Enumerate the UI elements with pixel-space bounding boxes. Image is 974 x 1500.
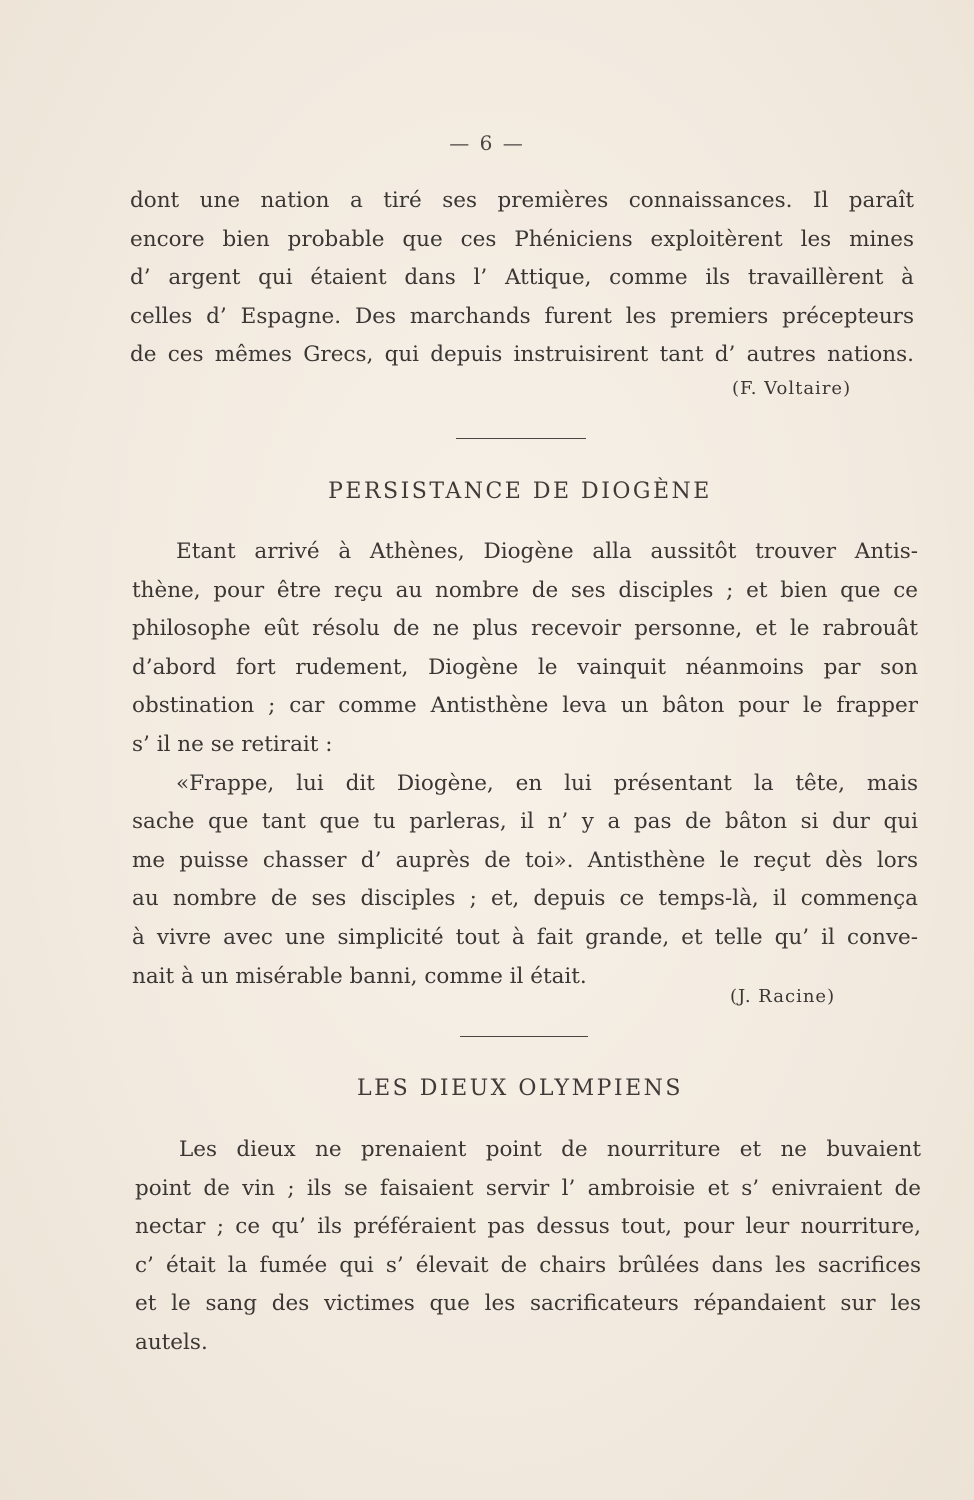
paragraph-line: point de vin ; ils se faisaient servir l’ ambroisie et s’ enivraient de: [135, 1175, 921, 1201]
paragraph-line: nectar ; ce qu’ ils préféraient pas dessus tout, pour leur nourriture,: [135, 1214, 921, 1240]
paragraph-line: c’ était la fumée qui s’ élevait de chairs brûlées dans les sacrifices: [135, 1252, 921, 1278]
paragraph-line: me puisse chasser d’ auprès de toi». Antisthène le reçut dès lors: [132, 847, 918, 873]
paragraph-line: au nombre de ses disciples ; et, depuis ce temps-là, il commença: [132, 886, 918, 912]
paragraph-line: sache que tant que tu parleras, il n’ y a pas de bâton si dur qui: [132, 809, 918, 835]
paragraph-line: celles d’ Espagne. Des marchands furent les premiers précepteurs: [130, 303, 914, 329]
paragraph-line: s’ il ne se retirait :: [132, 731, 333, 757]
paragraph-line: obstination ; car comme Antisthène leva un bâton pour le frapper: [132, 693, 918, 719]
olympiens-paragraph: [135, 1131, 921, 1363]
paragraph-line: d’abord fort rudement, Diogène le vainquit néanmoins par son: [132, 654, 918, 680]
paragraph-line: thène, pour être reçu au nombre de ses disciples ; et bien que ce: [132, 577, 918, 603]
paragraph-line: «Frappe, lui dit Diogène, en lui présentant la tête, mais: [176, 770, 918, 796]
section-divider: [460, 1036, 588, 1037]
section-title-olympiens: LES DIEUX OLYMPIENS: [357, 1076, 683, 1101]
paragraph-line: Les dieux ne prenaient point de nourriture et ne buvaient: [179, 1137, 921, 1162]
page-number: — 6 —: [449, 131, 525, 155]
voltaire-paragraph: [130, 182, 914, 375]
attribution-racine: (J. Racine): [730, 986, 836, 1007]
section-divider: [456, 438, 586, 439]
paragraph-line: autels.: [135, 1329, 208, 1355]
paragraph-line: philosophe eût résolu de ne plus recevoir personne, et le rabrouât: [132, 616, 918, 642]
paragraph-line: encore bien probable que ces Phéniciens exploitèrent les mines: [130, 226, 914, 252]
paragraph-line: de ces mêmes Grecs, qui depuis instruisirent tant d’ autres nations.: [130, 342, 914, 368]
paragraph-line: et le sang des victimes que les sacrificateurs répandaient sur les: [135, 1291, 921, 1317]
attribution-voltaire: (F. Voltaire): [732, 378, 852, 399]
paragraph-line: d’ argent qui étaient dans l’ Attique, comme ils travaillèrent à: [130, 265, 914, 291]
paragraph-line: à vivre avec une simplicité tout à fait grande, et telle qu’ il conve-: [132, 924, 918, 950]
paragraph-line: Etant arrivé à Athènes, Diogène alla aussitôt trouver Antis-: [176, 539, 918, 564]
diogene-paragraph: [132, 533, 918, 996]
paragraph-line: nait à un misérable banni, comme il était.: [132, 963, 587, 989]
paragraph-line: dont une nation a tiré ses premières connaissances. Il paraît: [130, 188, 914, 213]
section-title-diogene: PERSISTANCE DE DIOGÈNE: [328, 479, 712, 504]
